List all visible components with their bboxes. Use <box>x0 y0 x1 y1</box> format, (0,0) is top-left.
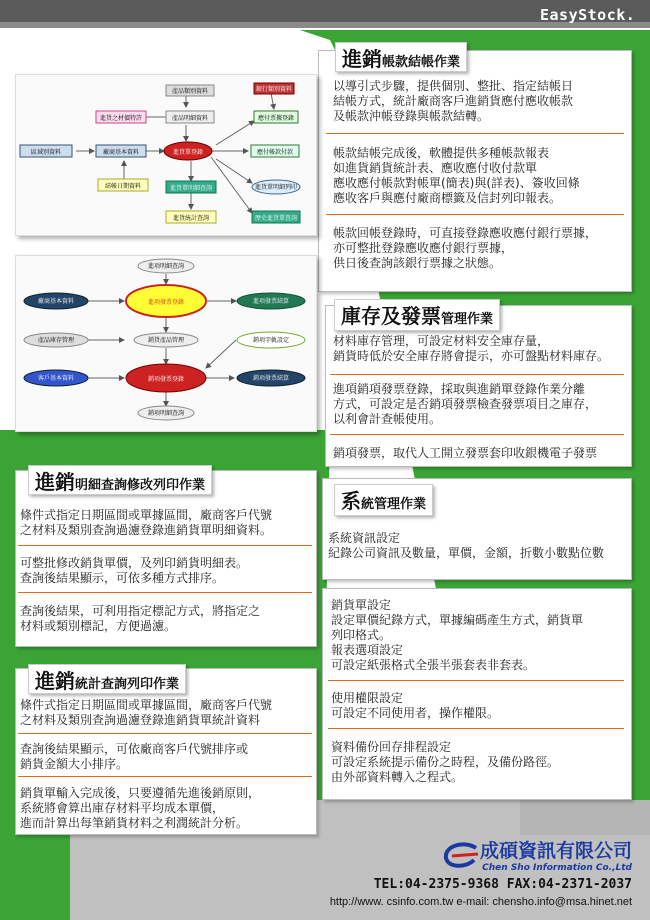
header-billing <box>335 42 467 72</box>
header-small: 統管理作業 <box>361 497 427 512</box>
system-paragraph-3: 使用權限設定 可設定不同使用者，操作權限。 <box>331 691 500 720</box>
node-label: 應付帳款付款 <box>256 149 294 156</box>
purchase-flow-svg <box>16 75 316 235</box>
node-label: 歷史進貨單查詢 <box>254 215 298 222</box>
system-paragraph-1: 系統資訊設定 紀錄公司資訊及數量，單價，金額，折數小數點位數 <box>328 531 605 560</box>
purchase-flow-diagram <box>15 74 317 236</box>
divider <box>328 680 624 681</box>
details-paragraph-1: 條件式指定日期區間或單據區間，廠商客戶代號 之材料及類別查詢過濾登錄進銷貨單明細資料。 <box>20 508 273 537</box>
invoice-flow-diagram <box>15 255 317 432</box>
divider <box>330 374 624 375</box>
divider <box>18 776 312 777</box>
billing-paragraph-3: 帳款回帳登錄時，可直接登錄應收應付銀行票據， 亦可整批登錄應收應付銀行票據， 供日後查詢該銀行票據之狀態。 <box>333 226 598 270</box>
company-web-email[interactable]: http://www. csinfo.com.tw e-mail: chensho.info@msa.hinet.net <box>329 896 632 908</box>
details-paragraph-2: 可整批修改銷貨單價，及列印銷貨明細表。 查詢後結果顯示，可依多種方式排序。 <box>20 556 249 585</box>
divider <box>328 728 624 729</box>
node-label: 結帳日期資料 <box>104 183 142 190</box>
header-small: 統計查詢列印作業 <box>75 677 180 692</box>
header-big: 進銷 <box>35 669 75 693</box>
inventory-paragraph-3: 銷項發票，取代人工開立發票套印收銀機電子發票 <box>333 446 598 460</box>
divider <box>326 214 624 215</box>
billing-paragraph-1: 以導引式步驟，提供個別、整批、指定結帳日 結帳方式，統計廠商客戶進銷貨應付應收帳款 及帳款沖帳登錄與帳款結轉。 <box>333 79 574 123</box>
header-big: 進銷 <box>342 47 382 71</box>
node-label: 廠商基本資料 <box>37 298 75 305</box>
header-small: 管理作業 <box>441 312 494 327</box>
header-small: 帳款結帳作業 <box>382 55 461 70</box>
header-big: 庫存及發票 <box>341 304 441 328</box>
node-label: 進貨單明細列印 <box>254 184 298 191</box>
divider <box>326 133 624 134</box>
header-system <box>334 484 433 516</box>
header-small: 明細查詢修改列印作業 <box>75 478 206 493</box>
node-label: 進項明細查詢 <box>147 263 185 270</box>
node-label: 客戶基本資料 <box>37 375 75 382</box>
inventory-paragraph-2: 進項銷項發票登錄，採取與進銷單登錄作業分離 方式，可設定是否銷項發票檢查發票項目之庫存， 以利會計查帳使用。 <box>333 382 598 426</box>
header-inventory <box>334 299 500 331</box>
invoice-flow-svg <box>16 256 316 431</box>
header-big: 進銷 <box>35 470 75 494</box>
node-label: 銷項字軌設定 <box>252 337 290 344</box>
node-label: 進貨之材價特許 <box>99 115 143 122</box>
node-label: 產品類別資料 <box>171 88 209 95</box>
node-label: 銀行類別資料 <box>255 86 293 93</box>
header-details-query <box>28 465 212 495</box>
company-name-en: Chen Sho Information Co.,Ltd <box>482 863 632 873</box>
company-logo-icon <box>442 842 480 868</box>
header-big: 系 <box>341 489 361 513</box>
brand-logo-text: EasyStock. <box>540 6 636 24</box>
statistics-paragraph-1: 條件式指定日期區間或單據區間，廠商客戶代號 之材料及類別查詢過濾登錄進銷貨單統計資料 <box>20 698 273 727</box>
divider <box>18 545 312 546</box>
system-paragraph-2: 銷貨單設定 設定單價紀錄方式，單據編碼產生方式，銷貨單 列印格式。 報表選項設定 可設定紙張格式全張半張套表非套表。 <box>331 598 584 672</box>
node-label: 產品明細資料 <box>171 115 209 122</box>
node-label: 進項發票結算 <box>252 298 290 305</box>
node-label: 應付票據登錄 <box>257 115 295 122</box>
divider <box>18 733 312 734</box>
node-label: 區域別資料 <box>30 149 62 156</box>
node-label: 產品庫存管理 <box>37 337 75 344</box>
node-label: 銷項明細查詢 <box>147 410 185 417</box>
node-label: 廠商基本資料 <box>102 149 140 156</box>
node-label: 銷貨產品管理 <box>147 337 185 344</box>
node-label: 進項發票登錄 <box>147 299 185 306</box>
node-label: 銷項發票登錄 <box>147 376 185 383</box>
divider <box>330 434 624 435</box>
node-label: 銷項發票結算 <box>252 375 290 382</box>
header-statistics <box>28 664 186 694</box>
company-name: 成碩資訊有限公司 <box>479 840 632 862</box>
statistics-paragraph-3: 銷貨單輸入完成後，只要遵循先進後銷原則， 系統將會算出庫存材料平均成本單價， 進而計算出每筆銷貨材料之利潤統計分析。 <box>20 786 261 830</box>
details-paragraph-3: 查詢後結果，可利用指定標記方式，將指定之 材料或類別標記，方便過濾。 <box>20 604 261 633</box>
system-paragraph-4: 資料備份回存排程設定 可設定系統提示備份之時程，及備份路徑。 由外部資料轉入之程式。 <box>331 740 560 784</box>
node-label: 進貨單明細查詢 <box>169 185 213 192</box>
node-label: 進貨統計查詢 <box>172 215 210 222</box>
statistics-paragraph-2: 查詢後結果顯示，可依廠商客戶代號排序或 銷貨金額大小排序。 <box>20 742 249 771</box>
inventory-paragraph-1: 材料庫存管理，可設定材料安全庫存量， 銷貨時低於安全庫存將會提示，亦可盤點材料庫存。 <box>333 334 610 363</box>
company-footer <box>330 836 632 908</box>
company-contact: TEL:04-2375-9368 FAX:04-2371-2037 <box>373 877 632 892</box>
node-label: 進貨單登錄 <box>172 149 204 156</box>
divider <box>18 592 312 593</box>
billing-paragraph-2: 帳款結帳完成後，軟體提供多種帳款報表 如進貨銷貨統計表、應收應付收付款單 應收應付帳款對帳單(簡表)與(詳表)、簽收回條 應收客戶與應付廠商標籤及信封列印報表。 <box>333 146 580 205</box>
